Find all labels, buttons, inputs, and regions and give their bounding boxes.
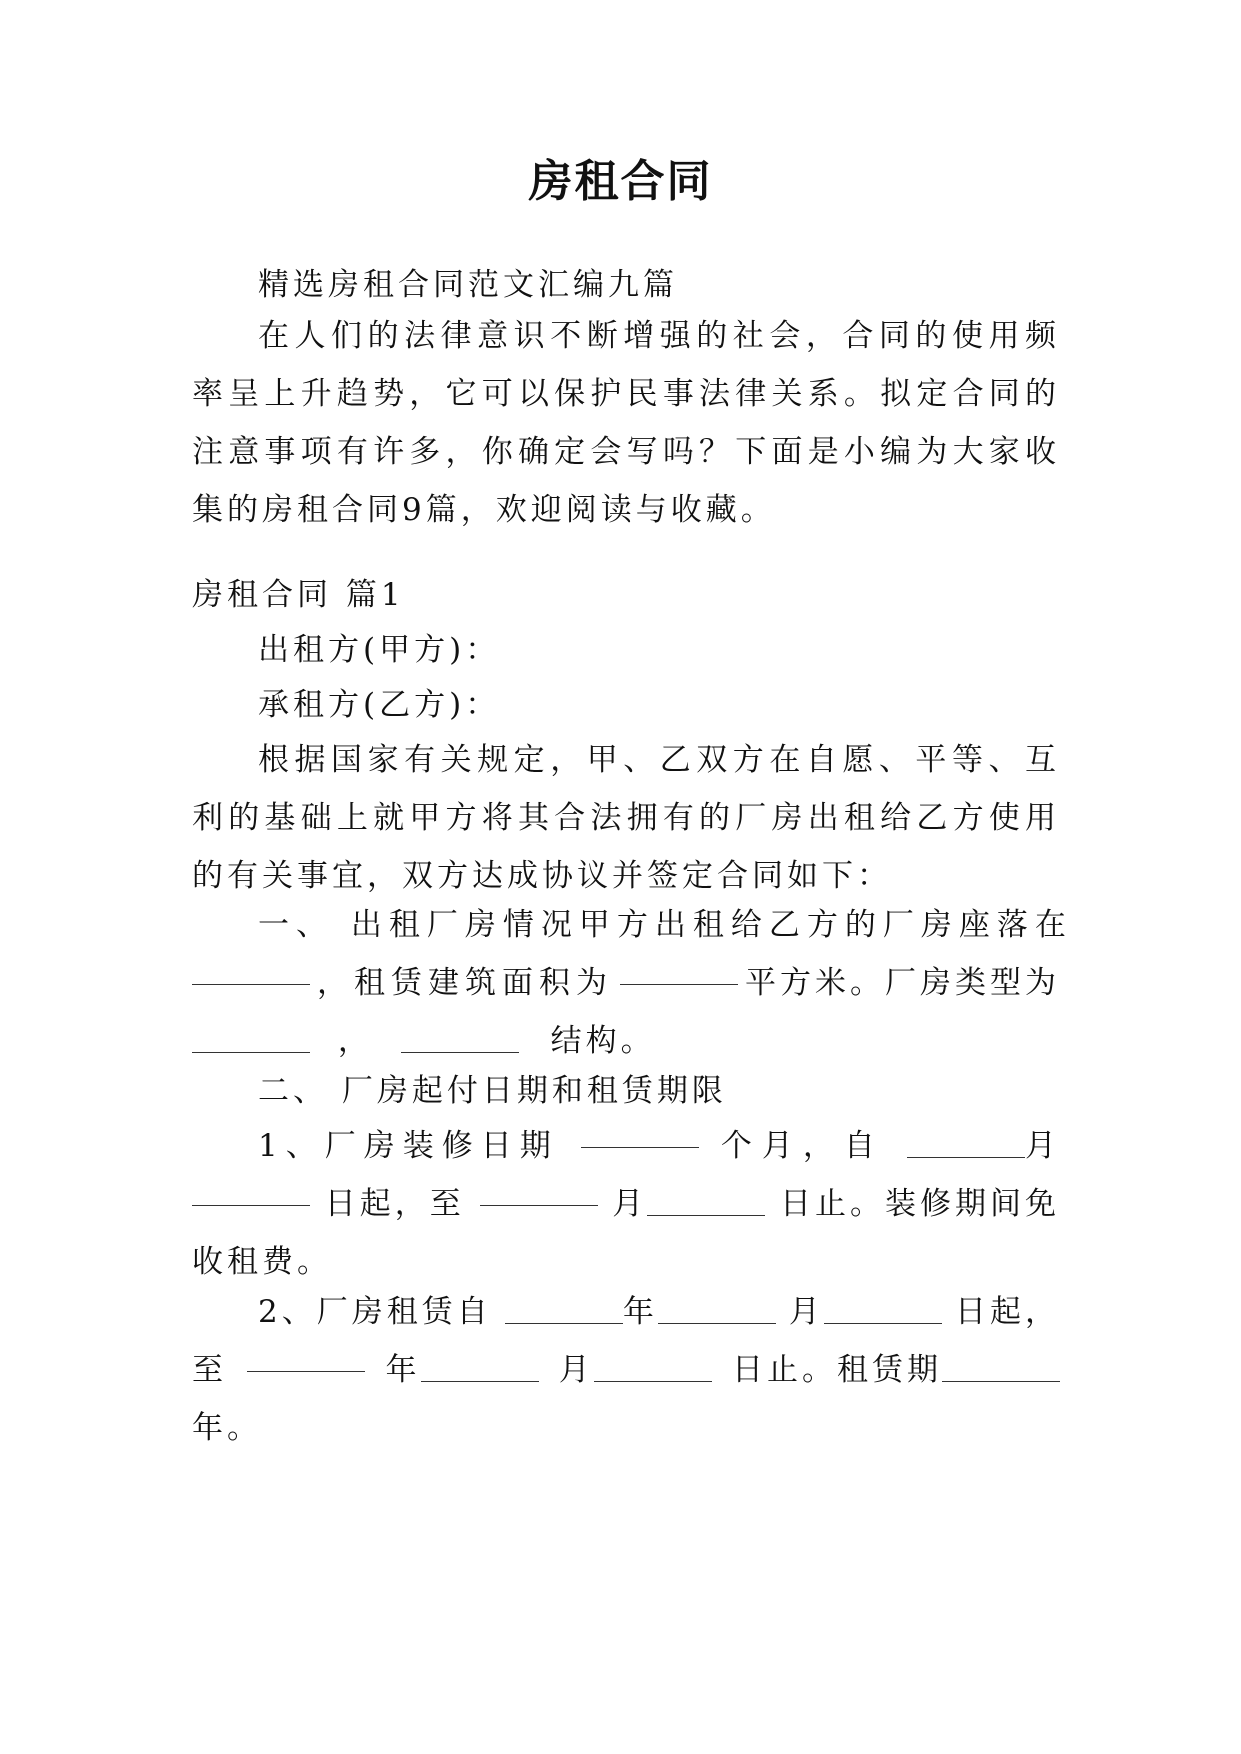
clause-1-text-4: ， (337, 1023, 373, 1059)
preamble-paragraph: 根据国家有关规定，甲、乙双方在自愿、平等、互利的基础上就甲方将其合法拥有的厂房出租给乙方使用的有关事宜，双方达成协议并签定合同如下： (192, 742, 1060, 894)
clause-2-2-line-2 (192, 1341, 1060, 1399)
clause-2-2-line-3 (192, 1399, 1060, 1457)
clause-2-2-text-c: 月 (788, 1294, 824, 1330)
clause-1-line-2 (192, 954, 1060, 1012)
subtitle-text: 精选房租合同范文汇编九篇 (258, 267, 678, 303)
clause-2-heading (192, 1062, 1060, 1120)
blank-field[interactable] (658, 1293, 776, 1324)
lessor-line (192, 621, 1060, 679)
clause-2-1-line-1 (192, 1117, 1060, 1175)
document-title: 房租合同 (528, 156, 713, 207)
clause-2-2-text-i: 年。 (192, 1410, 262, 1446)
clause-1 (192, 896, 1073, 1070)
clause-2-1 (192, 1117, 1060, 1291)
clause-2-1-text-d: 日起，至 (324, 1186, 465, 1222)
clause-2-2-text-a: 2、厂房租赁自 (258, 1294, 492, 1330)
blank-field[interactable] (824, 1293, 942, 1324)
document-subtitle (192, 256, 1060, 314)
section-heading (192, 566, 1060, 624)
blank-field[interactable] (594, 1351, 712, 1382)
clause-1-text-3: 平方米。厂房类型为 (745, 965, 1060, 1001)
clause-1-text-5: 结构。 (550, 1023, 656, 1059)
clause-2-1-text-e: 月 (612, 1186, 648, 1222)
lessor-label: 出租方(甲方)： (258, 632, 501, 668)
clause-1-text-1: 一、 出租厂房情况甲方出租给乙方的厂房座落在 (258, 907, 1073, 943)
clause-2-2-text-f: 年 (385, 1352, 421, 1388)
blank-field[interactable] (647, 1185, 765, 1216)
blank-field[interactable] (581, 1117, 699, 1148)
clause-1-line-1 (192, 896, 1073, 954)
intro-paragraph: 在人们的法律意识不断增强的社会，合同的使用频率呈上升趋势，它可以保护民事法律关系。拟定合同的注意事项有许多，你确定会写吗？下面是小编为大家收集的房租合同9篇，欢迎阅读与收藏。 (192, 318, 1060, 528)
blank-field[interactable] (480, 1175, 598, 1206)
clause-2-2 (192, 1283, 1060, 1457)
clause-2-2-text-g: 月 (558, 1352, 594, 1388)
lessee-line (192, 676, 1060, 734)
clause-2-heading-text: 二、 厂房起付日期和租赁期限 (258, 1073, 727, 1109)
clause-2-1-line-2 (192, 1175, 1060, 1233)
clause-2-2-line-1 (192, 1283, 1060, 1341)
blank-field[interactable] (192, 954, 310, 985)
blank-field[interactable] (401, 1022, 519, 1053)
clause-2-1-text-a: 1、厂房装修日期 (258, 1128, 559, 1164)
clause-2-1-text-f: 日止。装修期间免 (780, 1186, 1060, 1222)
clause-2-2-text-e: 至 (192, 1352, 227, 1388)
blank-field[interactable] (620, 954, 738, 985)
blank-field[interactable] (247, 1341, 365, 1372)
clause-2-2-text-d: 日起， (954, 1294, 1060, 1330)
clause-2-1-text-g: 收租费。 (192, 1244, 332, 1280)
blank-field[interactable] (192, 1175, 310, 1206)
section-heading-text: 房租合同 篇1 (192, 577, 405, 613)
clause-2-1-text-b: 个月，自 (720, 1128, 885, 1164)
clause-2-1-text-c: 月 (1024, 1128, 1060, 1164)
blank-field[interactable] (505, 1293, 623, 1324)
blank-field[interactable] (192, 1022, 310, 1053)
clause-2-2-text-h: 日止。租赁期 (732, 1352, 942, 1388)
clause-2-2-text-b: 年 (622, 1294, 658, 1330)
blank-field[interactable] (907, 1127, 1025, 1158)
lessee-label: 承租方(乙方)： (258, 687, 501, 723)
blank-field[interactable] (421, 1351, 539, 1382)
clause-1-text-2: ，租赁建筑面积为 (317, 965, 613, 1001)
blank-field[interactable] (942, 1351, 1060, 1382)
